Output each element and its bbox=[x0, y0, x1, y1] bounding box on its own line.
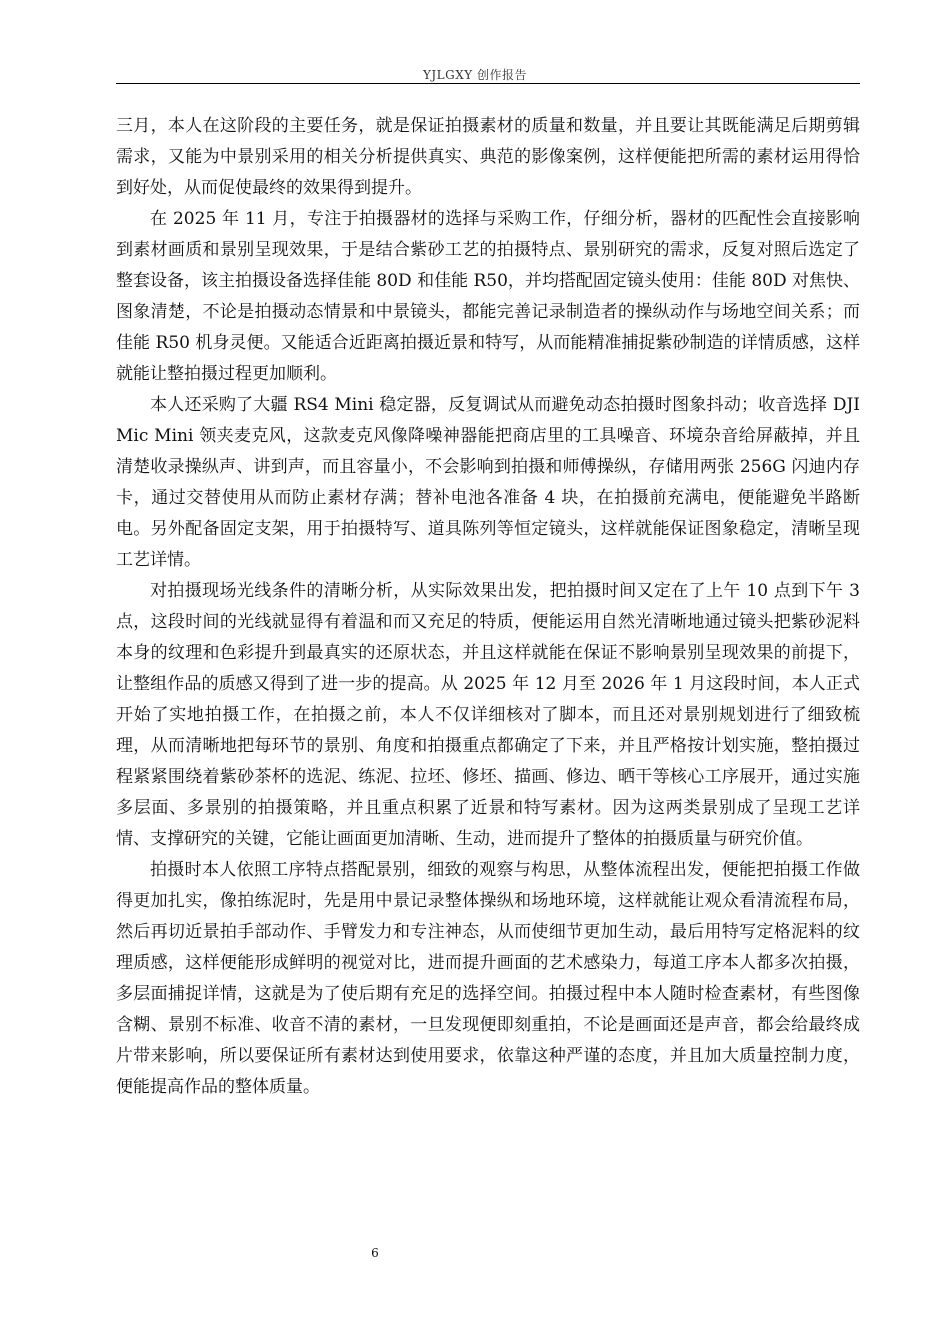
header-divider bbox=[116, 83, 860, 84]
page-header: YJLGXY 创作报告 bbox=[422, 68, 528, 82]
report-body bbox=[116, 111, 860, 1103]
paragraph-equipment-cameras: 在 2025 年 11 月，专注于拍摄器材的选择与采购工作，仔细分析，器材的匹配性会直接影响到素材画质和景别呈现效果，于是结合紫砂工艺的拍摄特点、景别研究的需求，反复对照后选定了整套设备，该主拍摄设备选择佳能 80D 和佳能 R50，并均搭配固定镜头使用：佳能 80D 对焦快、图象清楚，不论是拍摄动态情景和中景镜头，都能完善记录制造者的操纵动作与场地空间关系；而佳能 R50 机身灵便。又能适合近距离拍摄近景和特写，从而能精准捕捉紫砂制造的详情质感，这样就能让整拍摄过程更加顺利。 bbox=[116, 209, 860, 384]
paragraph-continued: 三月，本人在这阶段的主要任务，就是保证拍摄素材的质量和数量，并且要让其既能满足后期剪辑需求，又能为中景别采用的相关分析提供真实、典范的影像案例，这样便能把所需的素材运用得恰到好处，从而促使最终的效果得到提升。 bbox=[116, 116, 860, 198]
page-number: 6 bbox=[371, 1246, 379, 1260]
paragraph-shot-composition: 拍摄时本人依照工序特点搭配景别，细致的观察与构思，从整体流程出发，便能把拍摄工作做得更加扎实，像拍练泥时，先是用中景记录整体操纵和场地环境，这样就能让观众看清流程布局，然后再切近景拍手部动作、手臂发力和专注神态，从而使细节更加生动，最后用特写定格泥料的纹理质感，这样便能形成鲜明的视觉对比，进而提升画面的艺术感染力，每道工序本人都多次拍摄，多层面捕捉详情，这就是为了使后期有充足的选择空间。拍摄过程中本人随时检查素材，有些图像含糊、景别不标准、收音不清的素材，一旦发现便即刻重拍，不论是画面还是声音，都会给最终成片带来影响，所以要保证所有素材达到使用要求，依靠这种严谨的态度，并且加大质量控制力度，便能提高作品的整体质量。 bbox=[116, 860, 860, 1097]
paragraph-lighting-and-shooting: 对拍摄现场光线条件的清晰分析，从实际效果出发，把拍摄时间又定在了上午 10 点到下午 3 点，这段时间的光线就显得有着温和而又充足的特质，便能运用自然光清晰地通过镜头把紫砂泥料本身的纹理和色彩提升到最真实的还原状态，并且这样就能在保证不影响景别呈现效果的前提下，让整组作品的质感又得到了进一步的提高。从 2025 年 12 月至 2026 年 1 月这段时间，本人正式开始了实地拍摄工作，在拍摄之前，本人不仅详细核对了脚本，而且还对景别规划进行了细致梳理，从而清晰地把每环节的景别、角度和拍摄重点都确定了下来，并且严格按计划实施，整拍摄过程紧紧围绕着紫砂茶杯的选泥、练泥、拉坯、修坯、描画、修边、晒干等核心工序展开，通过实施多层面、多景别的拍摄策略，并且重点积累了近景和特写素材。因为这两类景别成了呈现工艺详情、支撑研究的关键，它能让画面更加清晰、生动，进而提升了整体的拍摄质量与研究价值。 bbox=[116, 581, 860, 849]
paragraph-equipment-accessories: 本人还采购了大疆 RS4 Mini 稳定器，反复调试从而避免动态拍摄时图象抖动；收音选择 DJI Mic Mini 领夹麦克风，这款麦克风像降噪神器能把商店里的工具噪音、环境杂音给屏蔽掉，并且清楚收录操纵声、讲到声，而且容量小，不会影响到拍摄和师傅操纵，存储用两张 256G 闪迪内存卡，通过交替使用从而防止素材存满；替补电池各准备 4 块，在拍摄前充满电，便能避免半路断电。另外配备固定支架，用于拍摄特写、道具陈列等恒定镜头，这样就能保证图象稳定，清晰呈现工艺详情。 bbox=[116, 395, 860, 570]
